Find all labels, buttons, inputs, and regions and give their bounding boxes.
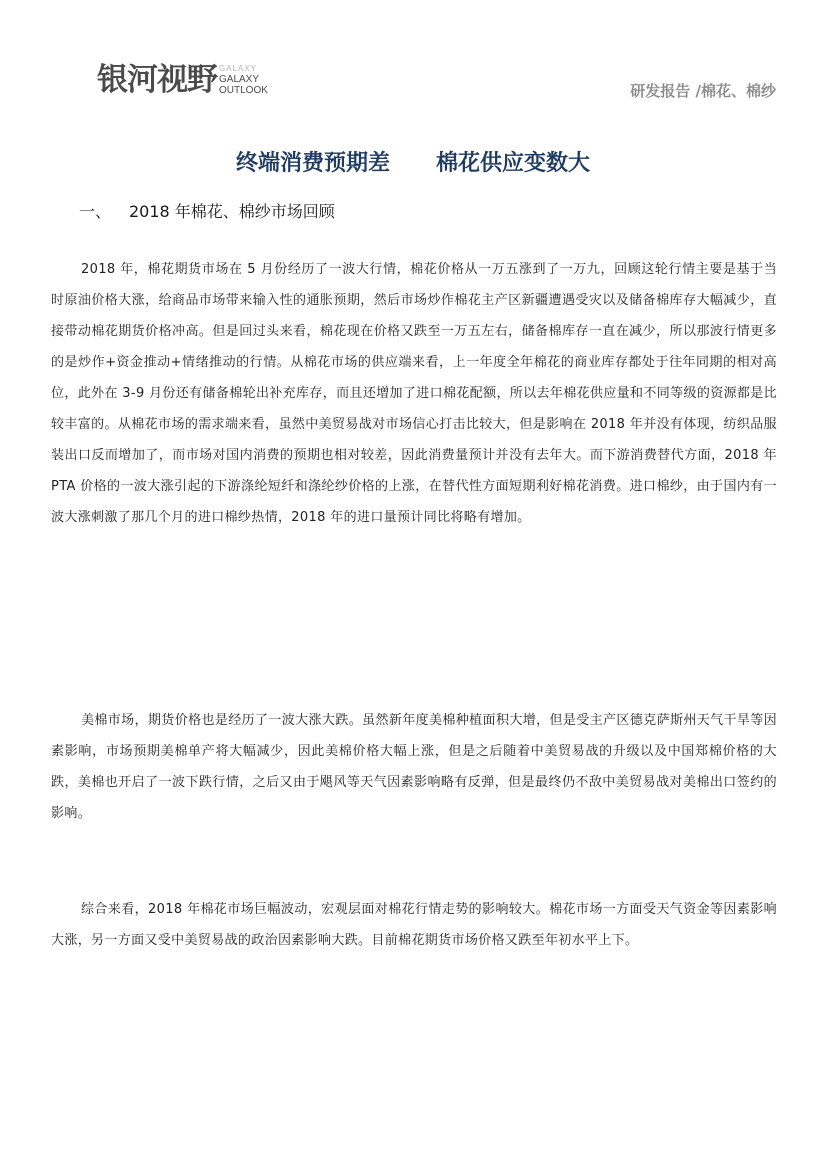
logo-english-outlook: OUTLOOK <box>219 85 268 96</box>
logo-english-galaxy: GALAXY <box>219 74 260 85</box>
section-number: 一、 <box>79 202 112 221</box>
page-title: 终端消费预期差 棉花供应变数大 <box>236 151 590 176</box>
section-heading <box>79 199 335 222</box>
paragraph-domestic-market: 2018 年，棉花期货市场在 5 月份经历了一波大行情，棉花价格从一万五涨到了一万九，回顾这轮行情主要是基于当时原油价格大涨，给商品市场带来输入性的通胀预期，然后市场炒作棉花主产区新疆遭遇受灾以及储备棉库存大幅减少，直接带动棉花期货价格冲高。但是回过头来看，棉花现在价格又跌至一万五左右，储备棉库存一直在减少，所以那波行情更多的是炒作+资金推动+情绪推动的行情。从棉花市场的供应端来看，上一年度全年棉花的商业库存都处于往年同期的相对高位，此外在 3-9 月份还有储备棉轮出补充库存，而且还增加了进口棉花配额，所以去年棉花供应量和不同等级的资源都是比较丰富的。从棉花市场的需求端来看，虽然中美贸易战对市场信心打击比较大，但是影响在 2018 年并没有体现，纺织品服装出口反而增加了，而市场对国内消费的预期也相对较差，因此消费量预计并没有去年大。而下游消费替代方面，2018 年 PTA 价格的一波大涨引起的下游涤纶短纤和涤纶纱价格的上涨，在替代性方面短期利好棉花消费。进口棉纱，由于国内有一波大涨刺激了那几个月的进口棉纱热情，2018 年的进口量预计同比将略有增加。 <box>51 262 777 525</box>
report-category: 研发报告 /棉花、棉纱 <box>630 82 776 100</box>
section-heading-text: 2018 年棉花、棉纱市场回顾 <box>129 202 335 221</box>
paragraph-us-market: 美棉市场，期货价格也是经历了一波大涨大跌。虽然新年度美棉种植面积大增，但是受主产区德克萨斯州天气干旱等因素影响，市场预期美棉单产将大幅减少，因此美棉价格大幅上涨，但是之后随着中美贸易战的升级以及中国郑棉价格的大跌，美棉也开启了一波下跌行情，之后又由于飓风等天气因素影响略有反弹，但是最终仍不敌中美贸易战对美棉出口签约的影响。 <box>51 713 777 821</box>
logo-english-faint: GALAXY <box>219 64 258 73</box>
brand-logo <box>97 62 268 102</box>
paragraph-summary: 综合来看，2018 年棉花市场巨幅波动，宏观层面对棉花行情走势的影响较大。棉花市场一方面受天气资金等因素影响大涨，另一方面又受中美贸易战的政治因素影响大跌。目前棉花期货市场价格又跌至年初水平上下。 <box>51 902 777 948</box>
logo-english-text <box>219 62 268 96</box>
logo-chinese-text: 银河视野 <box>97 62 217 98</box>
